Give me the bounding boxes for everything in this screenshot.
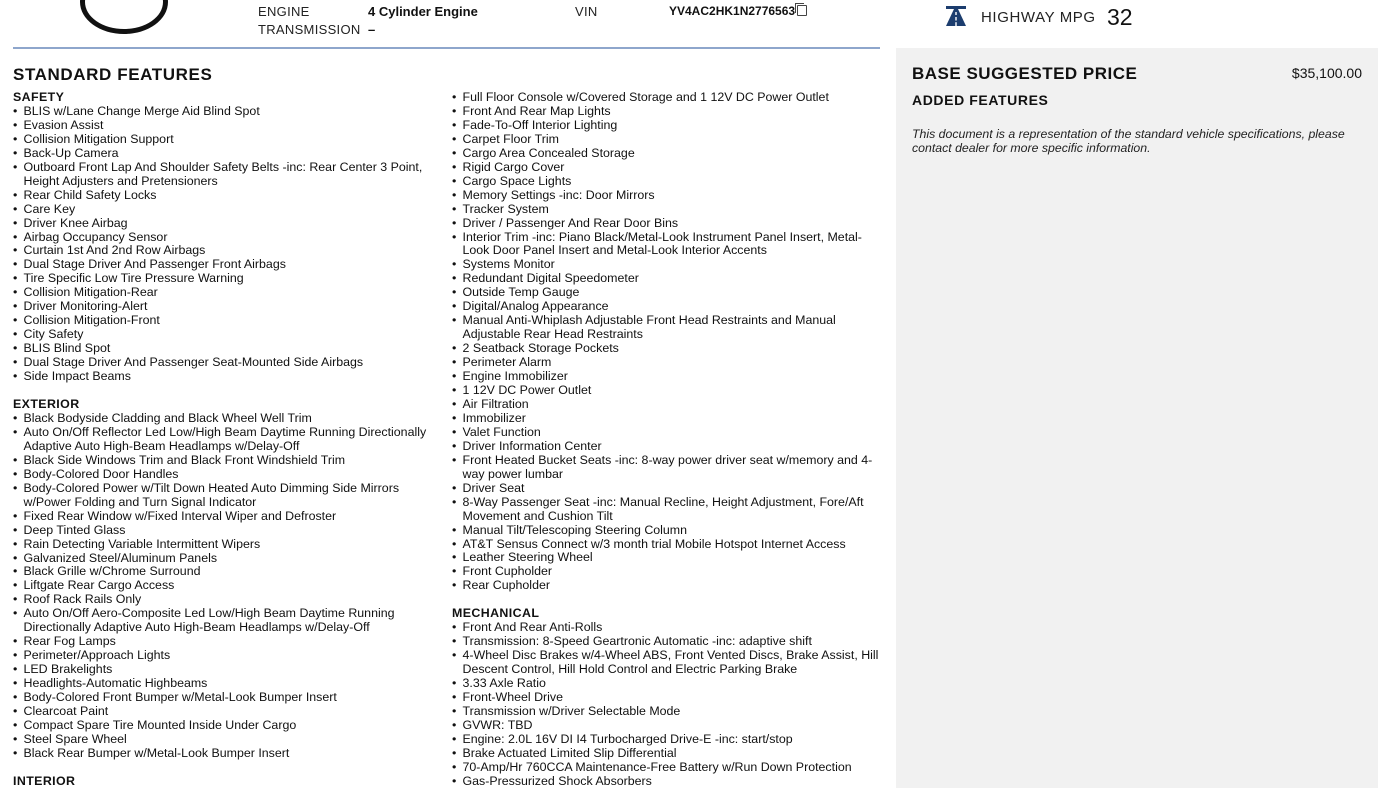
feature-item: • Deep Tinted Glass: [13, 524, 443, 538]
feature-item: • Memory Settings -inc: Door Mirrors: [452, 189, 880, 203]
features-column-right: [452, 91, 880, 789]
vin-text: YV4AC2HK1N2776563: [669, 4, 796, 18]
copy-icon[interactable]: [797, 5, 807, 16]
feature-item: • AT&T Sensus Connect w/3 month trial Mobile Hotspot Internet Access: [452, 538, 880, 552]
feature-item: • 1 12V DC Power Outlet: [452, 384, 880, 398]
feature-item: • Collision Mitigation-Front: [13, 314, 443, 328]
feature-item: • Galvanized Steel/Aluminum Panels: [13, 552, 443, 566]
feature-item: • Black Rear Bumper w/Metal-Look Bumper Insert: [13, 747, 443, 761]
vin-label: VIN: [575, 4, 598, 19]
interior-section-title: INTERIOR: [13, 773, 76, 788]
feature-item: • Brake Actuated Limited Slip Differential: [452, 747, 880, 761]
feature-item: • Rear Child Safety Locks: [13, 189, 443, 203]
feature-item: • Redundant Digital Speedometer: [452, 272, 880, 286]
feature-item: • Black Bodyside Cladding and Black Wheel Well Trim: [13, 412, 443, 426]
feature-item: • Body-Colored Power w/Tilt Down Heated Auto Dimming Side Mirrors w/Power Folding and Turn Signal Indicator: [13, 482, 443, 510]
feature-item: • Rain Detecting Variable Intermittent Wipers: [13, 538, 443, 552]
feature-item: • Tire Specific Low Tire Pressure Warning: [13, 272, 443, 286]
feature-item: • Headlights-Automatic Highbeams: [13, 677, 443, 691]
feature-item: • Fade-To-Off Interior Lighting: [452, 119, 880, 133]
feature-item: • Black Side Windows Trim and Black Front Windshield Trim: [13, 454, 443, 468]
feature-item: • Immobilizer: [452, 412, 880, 426]
feature-item: • Front And Rear Anti-Rolls: [452, 621, 880, 635]
feature-item: • Interior Trim -inc: Piano Black/Metal-Look Instrument Panel Insert, Metal-Look Door Panel Insert and Metal-Look Interior Accents: [452, 231, 880, 259]
feature-item: • Carpet Floor Trim: [452, 133, 880, 147]
interior-list: [452, 91, 880, 593]
feature-item: • BLIS Blind Spot: [13, 342, 443, 356]
feature-item: • Side Impact Beams: [13, 370, 443, 384]
feature-item: • Fixed Rear Window w/Fixed Interval Wiper and Defroster: [13, 510, 443, 524]
feature-item: • Engine: 2.0L 16V DI I4 Turbocharged Drive-E -inc: start/stop: [452, 733, 880, 747]
feature-item: • 8-Way Passenger Seat -inc: Manual Recline, Height Adjustment, Fore/Aft Movement and Cushion Tilt: [452, 496, 880, 524]
feature-item: • Front-Wheel Drive: [452, 691, 880, 705]
mechanical-list: [452, 621, 880, 788]
standard-features-title: STANDARD FEATURES: [13, 65, 213, 84]
feature-item: • Valet Function: [452, 426, 880, 440]
engine-value: 4 Cylinder Engine: [368, 4, 478, 19]
disclaimer-note: This document is a representation of the standard vehicle specifications, please contact dealer for more specific information.: [912, 127, 1345, 155]
feature-item: • Driver Monitoring-Alert: [13, 300, 443, 314]
highway-road-icon: [945, 6, 967, 26]
feature-item: • BLIS w/Lane Change Merge Aid Blind Spot: [13, 105, 443, 119]
feature-item: • Airbag Occupancy Sensor: [13, 231, 443, 245]
price-panel: [896, 48, 1378, 788]
feature-item: • Collision Mitigation Support: [13, 133, 443, 147]
feature-item: • 3.33 Axle Ratio: [452, 677, 880, 691]
feature-item: • Clearcoat Paint: [13, 705, 443, 719]
feature-item: • Driver Information Center: [452, 440, 880, 454]
feature-item: • Driver / Passenger And Rear Door Bins: [452, 217, 880, 231]
feature-item: • Auto On/Off Aero-Composite Led Low/High Beam Daytime Running Directionally Adaptive Auto High-Beam Headlamps w/Delay-Off: [13, 607, 443, 635]
engine-label: ENGINE: [258, 4, 310, 19]
header-divider: [13, 47, 880, 49]
base-price-title: BASE SUGGESTED PRICE: [912, 64, 1138, 83]
feature-item: • Auto On/Off Reflector Led Low/High Beam Daytime Running Directionally Adaptive Auto High-Beam Headlamps w/Delay-Off: [13, 426, 443, 454]
feature-item: • Rear Fog Lamps: [13, 635, 443, 649]
feature-item: • Evasion Assist: [13, 119, 443, 133]
safety-section-title: SAFETY: [13, 90, 65, 104]
feature-item: • Cargo Area Concealed Storage: [452, 147, 880, 161]
feature-item: • 70-Amp/Hr 760CCA Maintenance-Free Battery w/Run Down Protection: [452, 761, 880, 775]
feature-item: • Engine Immobilizer: [452, 370, 880, 384]
feature-item: • Cargo Space Lights: [452, 175, 880, 189]
feature-item: • Collision Mitigation-Rear: [13, 286, 443, 300]
feature-item: • Liftgate Rear Cargo Access: [13, 579, 443, 593]
vin-value: [669, 4, 807, 18]
feature-item: • Dual Stage Driver And Passenger Seat-Mounted Side Airbags: [13, 356, 443, 370]
feature-item: • Body-Colored Front Bumper w/Metal-Look Bumper Insert: [13, 691, 443, 705]
highway-mpg-label: HIGHWAY MPG: [981, 9, 1096, 26]
feature-item: • Perimeter/Approach Lights: [13, 649, 443, 663]
feature-item: • City Safety: [13, 328, 443, 342]
feature-item: • Body-Colored Door Handles: [13, 468, 443, 482]
feature-item: • Front Heated Bucket Seats -inc: 8-way power driver seat w/memory and 4-way power lumbar: [452, 454, 880, 482]
feature-item: • Dual Stage Driver And Passenger Front Airbags: [13, 258, 443, 272]
feature-item: • Care Key: [13, 203, 443, 217]
feature-item: • Full Floor Console w/Covered Storage and 1 12V DC Power Outlet: [452, 91, 880, 105]
mechanical-section-title: MECHANICAL: [452, 606, 540, 621]
feature-item: • Driver Knee Airbag: [13, 217, 443, 231]
feature-item: • Tracker System: [452, 203, 880, 217]
transmission-value: –: [368, 22, 376, 37]
feature-item: • Outboard Front Lap And Shoulder Safety Belts -inc: Rear Center 3 Point, Height Adjusters and Pretensioners: [13, 161, 443, 189]
feature-item: • Back-Up Camera: [13, 147, 443, 161]
feature-item: • Manual Anti-Whiplash Adjustable Front Head Restraints and Manual Adjustable Rear Head Restraints: [452, 314, 880, 342]
feature-item: • Leather Steering Wheel: [452, 551, 880, 565]
feature-item: • Black Grille w/Chrome Surround: [13, 565, 443, 579]
feature-item: • Roof Rack Rails Only: [13, 593, 443, 607]
features-column-left: [13, 91, 443, 789]
added-features-title: ADDED FEATURES: [912, 92, 1049, 108]
safety-list: [13, 105, 443, 384]
feature-item: • Rear Cupholder: [452, 579, 880, 593]
feature-item: • LED Brakelights: [13, 663, 443, 677]
base-price-value: $35,100.00: [1291, 65, 1362, 81]
feature-item: • Compact Spare Tire Mounted Inside Under Cargo: [13, 719, 443, 733]
feature-item: • Systems Monitor: [452, 258, 880, 272]
feature-item: • 2 Seatback Storage Pockets: [452, 342, 880, 356]
feature-item: • Front And Rear Map Lights: [452, 105, 880, 119]
exterior-list: [13, 412, 443, 761]
feature-item: • Air Filtration: [452, 398, 880, 412]
feature-item: • Outside Temp Gauge: [452, 286, 880, 300]
feature-item: • Front Cupholder: [452, 565, 880, 579]
feature-item: • Manual Tilt/Telescoping Steering Column: [452, 524, 880, 538]
feature-item: • Transmission: 8-Speed Geartronic Automatic -inc: adaptive shift: [452, 635, 880, 649]
logo-circle: [80, 0, 168, 34]
feature-item: • Gas-Pressurized Shock Absorbers: [452, 775, 880, 789]
feature-item: • Perimeter Alarm: [452, 356, 880, 370]
highway-mpg-value: 32: [1107, 4, 1133, 30]
feature-item: • 4-Wheel Disc Brakes w/4-Wheel ABS, Front Vented Discs, Brake Assist, Hill Descent Control, Hill Hold Control and Electric Parking Brake: [452, 649, 880, 677]
feature-item: • Driver Seat: [452, 482, 880, 496]
exterior-section-title: EXTERIOR: [13, 397, 80, 412]
feature-item: • Digital/Analog Appearance: [452, 300, 880, 314]
feature-item: • Rigid Cargo Cover: [452, 161, 880, 175]
transmission-label: TRANSMISSION: [258, 22, 361, 37]
feature-item: • Transmission w/Driver Selectable Mode: [452, 705, 880, 719]
feature-item: • Steel Spare Wheel: [13, 733, 443, 747]
feature-item: • GVWR: TBD: [452, 719, 880, 733]
feature-item: • Curtain 1st And 2nd Row Airbags: [13, 244, 443, 258]
